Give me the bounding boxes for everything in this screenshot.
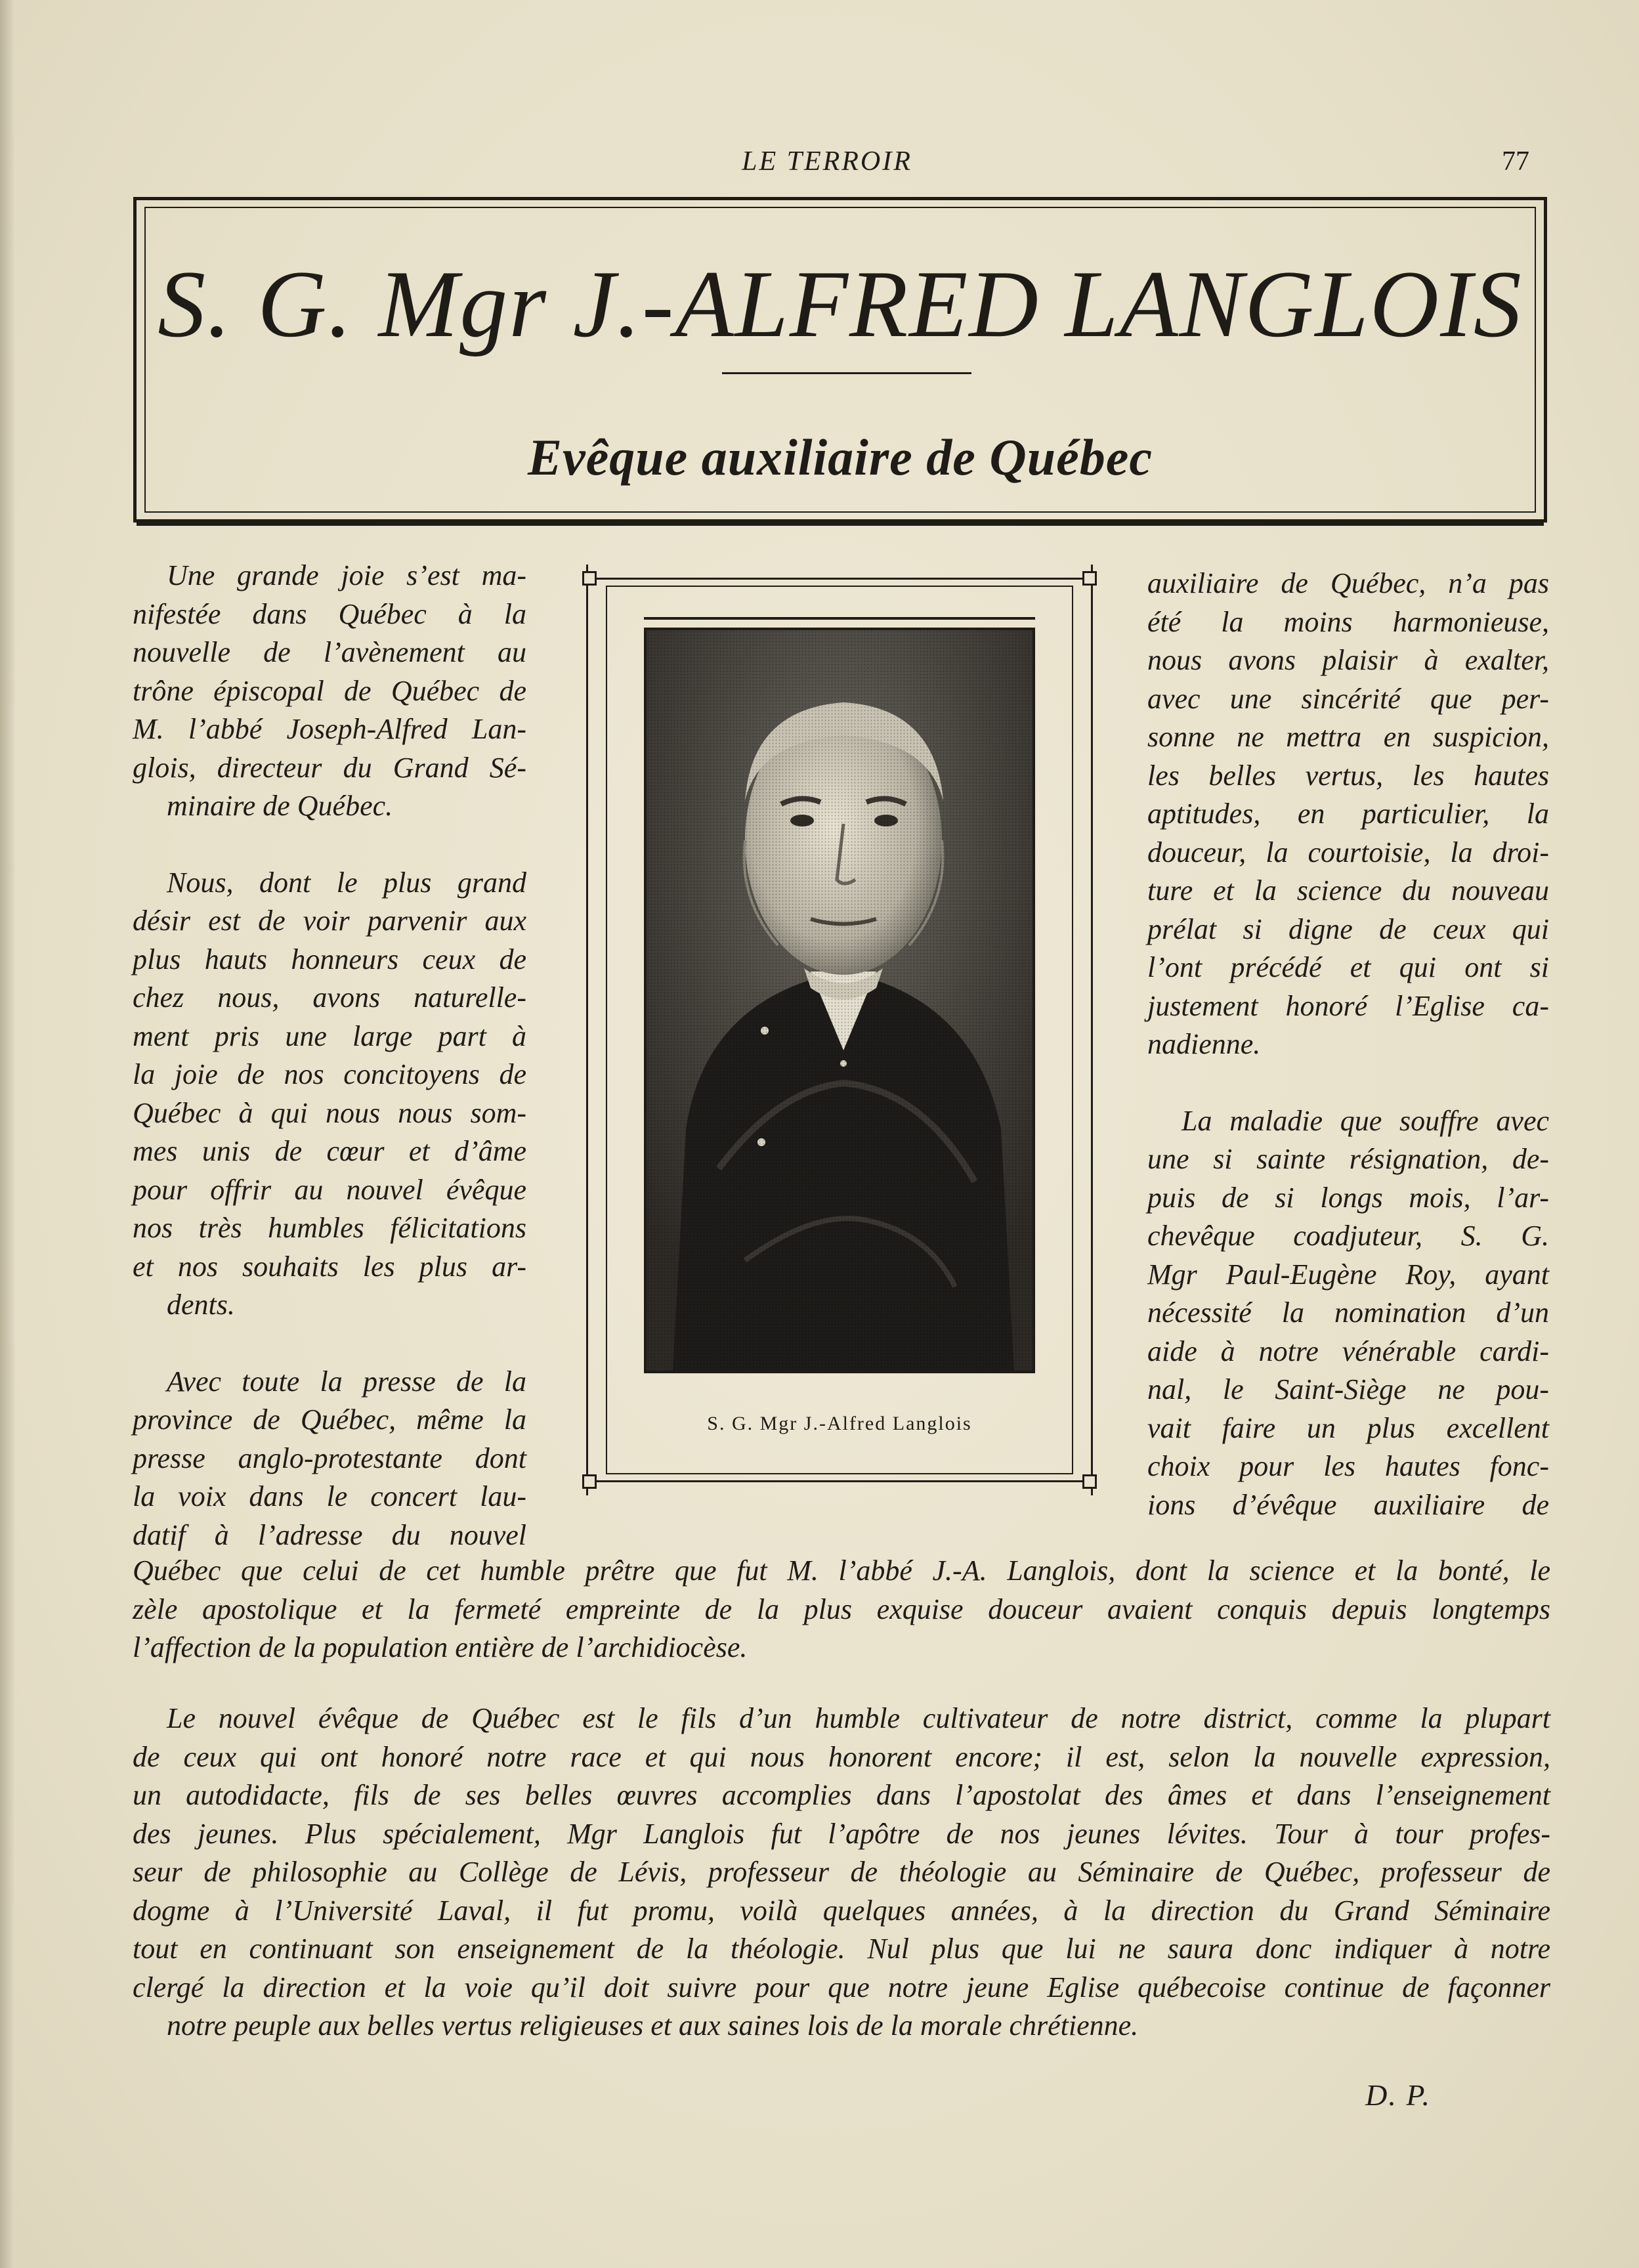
text-line: zèle apostolique et la fermeté empreinte de la plus exquise douceur avaient conquis depuis longtemps [133,1593,1550,1625]
frame-corner-ornament [1082,1474,1097,1489]
text-line: nécessité la nomination d’un [1147,1296,1549,1329]
text-line: aptitudes, en particulier, la [1147,798,1549,830]
text-line: vait faire un plus excellent [1147,1411,1549,1444]
text-line: M. l’abbé Joseph-Alfred Lan- [133,713,526,745]
text-line: Mgr Paul-Eugène Roy, ayant [1147,1258,1549,1291]
text-line: mes unis de cœur et d’âme [133,1135,526,1167]
page-number: 77 [1502,146,1529,177]
text-line: l’ont précédé et qui ont si [1147,951,1549,983]
text-line: province de Québec, même la [133,1403,526,1436]
title-box-inner-frame [144,207,1536,513]
text-line: Nous, dont le plus grand [167,866,526,899]
text-line: sonne ne mettra en suspicion, [1147,721,1549,753]
left-paragraph-1 [133,557,526,826]
left-paragraph-3 [133,1363,526,1555]
text-line: aide à notre vénérable cardi- [1147,1335,1549,1367]
text-line: la voix dans le concert lau- [133,1480,526,1512]
text-line: nadienne. [1147,1028,1261,1060]
text-line: désir est de voir parvenir aux [133,905,526,937]
text-line: choix pour les hautes fonc- [1147,1450,1549,1482]
title-divider [722,372,971,374]
text-line: glois, directeur du Grand Sé- [133,751,526,784]
text-line: nos très humbles félicitations [133,1212,526,1244]
text-line: prélat si digne de ceux qui [1147,912,1549,945]
text-line: ment pris une large part à [133,1019,526,1052]
portrait-illustration [647,630,1032,1371]
text-line: dents. [167,1289,235,1321]
text-line: auxiliaire de Québec, n’a pas [1147,567,1549,599]
frame-corner-ornament [582,571,597,586]
text-line: clergé la direction et la voie qu’il doit suivre pour que notre jeune Eglise québecoise continue de façonner [133,1971,1550,2003]
frame-corner-ornament [1082,571,1097,586]
right-paragraph-1 [1147,565,1549,1064]
portrait-photo [644,628,1035,1373]
text-line: justement honoré l’Eglise ca- [1147,989,1549,1022]
text-line: trône épiscopal de Québec de [133,674,526,707]
text-line: Le nouvel évêque de Québec est le fils d’un humble cultivateur de notre district, comme la plupart [167,1702,1550,1734]
article-subtitle: Evêque auxiliaire de Québec [528,429,1153,486]
text-line: plus hauts honneurs ceux de [133,943,526,975]
text-line: seur de philosophie au Collège de Lévis, professeur de théologie au Séminaire de Québec, professeur de [133,1856,1550,1888]
text-line: été la moins harmonieuse, [1147,605,1549,638]
text-line: Québec que celui de cet humble prêtre que fut M. l’abbé J.-A. Langlois, dont la science et la bonté, le [133,1554,1550,1587]
text-line: Une grande joie s’est ma- [167,559,526,591]
text-line: des jeunes. Plus spécialement, Mgr Langlois fut l’apôtre de nos jeunes lévites. Tour à tour profes- [133,1817,1550,1850]
text-line: ions d’évêque auxiliaire de [1147,1488,1549,1521]
text-line: nifestée dans Québec à la [133,597,526,630]
right-paragraph-2 [1147,1102,1549,1525]
text-line: pour offrir au nouvel évêque [133,1173,526,1206]
text-line: avec une sincérité que per- [1147,682,1549,715]
text-line: nous avons plaisir à exalter, [1147,644,1549,676]
full-width-paragraph-1 [133,1552,1550,1667]
text-line: ture et la science du nouveau [1147,874,1549,907]
text-line: Québec à qui nous nous som- [133,1096,526,1129]
text-line: nal, le Saint-Siège ne pou- [1147,1373,1549,1405]
text-line: douceur, la courtoisie, la droi- [1147,836,1549,868]
portrait-caption: S. G. Mgr J.-Alfred Langlois [707,1413,972,1434]
text-line: et nos souhaits les plus ar- [133,1250,526,1283]
text-line: notre peuple aux belles vertus religieuses et aux saines lois de la morale chrétienne. [167,2009,1139,2042]
portrait-frame [586,565,1093,1495]
article-title: S. G. Mgr J.-ALFRED LANGLOIS [158,251,1523,357]
text-line: l’affection de la population entière de l’archidiocèse. [133,1631,748,1663]
right-column [1147,565,1549,1524]
text-line: une si sainte résignation, de- [1147,1143,1549,1175]
text-line: dogme à l’Université Laval, il fut promu, voilà quelques années, à la direction du Grand Séminaire [133,1894,1550,1927]
text-line: tout en continuant son enseignement de la théologie. Nul plus que lui ne saura donc indiquer à notre [133,1933,1550,1965]
text-line: la joie de nos concitoyens de [133,1058,526,1090]
text-line: un autodidacte, fils de ses belles œuvres accomplies dans l’apostolat des âmes et dans l’enseignement [133,1779,1550,1811]
running-header-journal: LE TERROIR [742,146,912,177]
left-column [133,557,526,1554]
text-line: chez nous, avons naturelle- [133,981,526,1014]
text-line: les belles vertus, les hautes [1147,759,1549,792]
text-line: de ceux qui ont honoré notre race et qui nous honorent encore; il est, selon la nouvelle expression, [133,1740,1550,1773]
text-line: La maladie que souffre avec [1181,1104,1549,1137]
text-line: datif à l’adresse du nouvel [133,1518,526,1551]
left-paragraph-2 [133,864,526,1325]
full-width-paragraph-2 [133,1700,1550,2045]
text-line: Avec toute la presse de la [167,1365,526,1398]
text-line: presse anglo-protestante dont [133,1442,526,1474]
text-line: minaire de Québec. [167,790,393,822]
text-line: chevêque coadjuteur, S. G. [1147,1220,1549,1252]
title-box [133,197,1547,523]
text-line: nouvelle de l’avènement au [133,636,526,668]
text-line: puis de si longs mois, l’ar- [1147,1181,1549,1214]
page-spine-shadow [0,0,14,2268]
author-signature: D. P. [1365,2078,1431,2112]
frame-corner-ornament [582,1474,597,1489]
